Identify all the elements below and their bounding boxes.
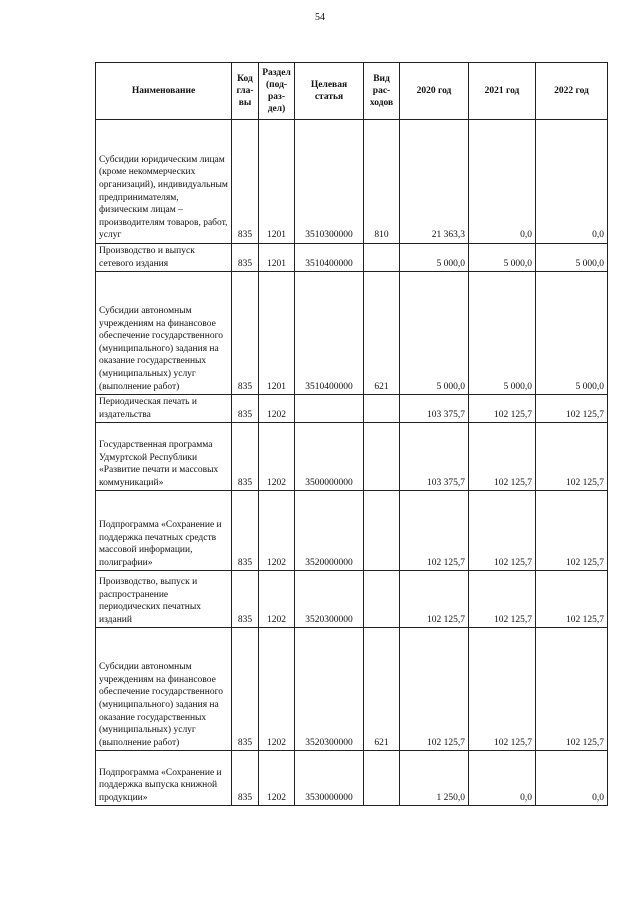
table-row (96, 395, 608, 423)
cell-name (96, 491, 232, 571)
cell-y2022: 102 125,7 (536, 628, 608, 751)
cell-y2022: 0,0 (536, 120, 608, 244)
cell-target: 3530000000 (295, 751, 364, 806)
header-code: Код гла- вы (232, 63, 259, 120)
cell-y2021: 102 125,7 (469, 491, 536, 571)
cell-y2022: 102 125,7 (536, 395, 608, 423)
cell-y2020: 103 375,7 (400, 423, 469, 491)
row-name: Периодическая печать и издательства (99, 397, 197, 420)
cell-target: 3520000000 (295, 491, 364, 571)
cell-code: 835 (232, 423, 259, 491)
cell-vid (364, 491, 400, 571)
table-row (96, 751, 608, 806)
header-2021: 2021 год (469, 63, 536, 120)
cell-code: 835 (232, 395, 259, 423)
cell-vid (364, 244, 400, 272)
cell-y2022: 0,0 (536, 751, 608, 806)
cell-y2021: 5 000,0 (469, 244, 536, 272)
cell-target: 3510400000 (295, 244, 364, 272)
table-row (96, 272, 608, 395)
table-row (96, 244, 608, 272)
cell-vid: 810 (364, 120, 400, 244)
cell-section: 1202 (259, 571, 295, 628)
cell-section: 1202 (259, 491, 295, 571)
row-name: Государственная программа Удмуртской Республики «Развитие печати и массовых коммуникаций» (99, 440, 219, 488)
cell-name (96, 272, 232, 395)
cell-y2020: 5 000,0 (400, 272, 469, 395)
cell-code: 835 (232, 272, 259, 395)
cell-y2021: 102 125,7 (469, 423, 536, 491)
row-name: Субсидии автономным учреждениям на финансовое обеспечение государственного (муниципального) задания на оказание государственных (муниципальных) услуг (выполнение работ) (99, 306, 223, 392)
cell-code: 835 (232, 628, 259, 751)
cell-section: 1202 (259, 628, 295, 751)
cell-code: 835 (232, 491, 259, 571)
cell-target: 3510400000 (295, 272, 364, 395)
cell-vid (364, 423, 400, 491)
cell-name (96, 120, 232, 244)
header-name: Наименование (96, 63, 232, 120)
cell-y2020: 102 125,7 (400, 628, 469, 751)
cell-y2020: 103 375,7 (400, 395, 469, 423)
cell-y2022: 102 125,7 (536, 571, 608, 628)
page-number: 54 (315, 12, 325, 23)
header-target: Целевая статья (295, 63, 364, 120)
cell-y2022: 5 000,0 (536, 272, 608, 395)
cell-code: 835 (232, 244, 259, 272)
cell-section: 1201 (259, 120, 295, 244)
table-row (96, 491, 608, 571)
row-name: Производство и выпуск сетевого издания (99, 246, 195, 269)
cell-y2021: 5 000,0 (469, 272, 536, 395)
cell-code: 835 (232, 120, 259, 244)
cell-section: 1201 (259, 244, 295, 272)
budget-table (95, 62, 608, 806)
header-vid: Вид рас- ходов (364, 63, 400, 120)
cell-y2021: 102 125,7 (469, 628, 536, 751)
cell-target: 3520300000 (295, 628, 364, 751)
cell-target: 3520300000 (295, 571, 364, 628)
table-row (96, 423, 608, 491)
table-row (96, 120, 608, 244)
header-2022: 2022 год (536, 63, 608, 120)
cell-code: 835 (232, 571, 259, 628)
cell-section: 1202 (259, 423, 295, 491)
table-row (96, 571, 608, 628)
cell-y2021: 102 125,7 (469, 395, 536, 423)
cell-y2022: 102 125,7 (536, 423, 608, 491)
cell-y2020: 5 000,0 (400, 244, 469, 272)
table-row (96, 628, 608, 751)
header-section: Раздел (под- раз- дел) (259, 63, 295, 120)
cell-target (295, 395, 364, 423)
row-name: Подпрограмма «Сохранение и поддержка выпуска книжной продукции» (99, 767, 222, 803)
cell-vid (364, 395, 400, 423)
cell-y2020: 21 363,3 (400, 120, 469, 244)
cell-name (96, 244, 232, 272)
cell-name (96, 395, 232, 423)
header-row (96, 63, 608, 120)
cell-section: 1201 (259, 272, 295, 395)
cell-code: 835 (232, 751, 259, 806)
header-2020: 2020 год (400, 63, 469, 120)
cell-target: 3510300000 (295, 120, 364, 244)
cell-section: 1202 (259, 395, 295, 423)
cell-vid: 621 (364, 628, 400, 751)
cell-y2021: 102 125,7 (469, 571, 536, 628)
cell-y2020: 102 125,7 (400, 491, 469, 571)
row-name: Производство, выпуск и распространение периодических печатных изданий (99, 577, 201, 625)
cell-y2020: 102 125,7 (400, 571, 469, 628)
cell-vid: 621 (364, 272, 400, 395)
cell-y2022: 5 000,0 (536, 244, 608, 272)
cell-section: 1202 (259, 751, 295, 806)
cell-y2021: 0,0 (469, 751, 536, 806)
cell-y2021: 0,0 (469, 120, 536, 244)
cell-vid (364, 751, 400, 806)
cell-name (96, 423, 232, 491)
cell-y2020: 1 250,0 (400, 751, 469, 806)
cell-y2022: 102 125,7 (536, 491, 608, 571)
cell-vid (364, 571, 400, 628)
row-name: Субсидии автономным учреждениям на финансовое обеспечение государственного (муниципального) задания на оказание государственных (муниципальных) услуг (выполнение работ) (99, 662, 223, 748)
cell-name (96, 571, 232, 628)
cell-name (96, 628, 232, 751)
row-name: Подпрограмма «Сохранение и поддержка печатных средств массовой информации, полиграфии» (99, 520, 222, 568)
cell-name (96, 751, 232, 806)
row-name: Субсидии юридическим лицам (кроме некоммерческих организаций), индивидуальным предпринимателям, физическим лицам – производителям товаров, работ, услуг (99, 154, 228, 241)
cell-target: 3500000000 (295, 423, 364, 491)
